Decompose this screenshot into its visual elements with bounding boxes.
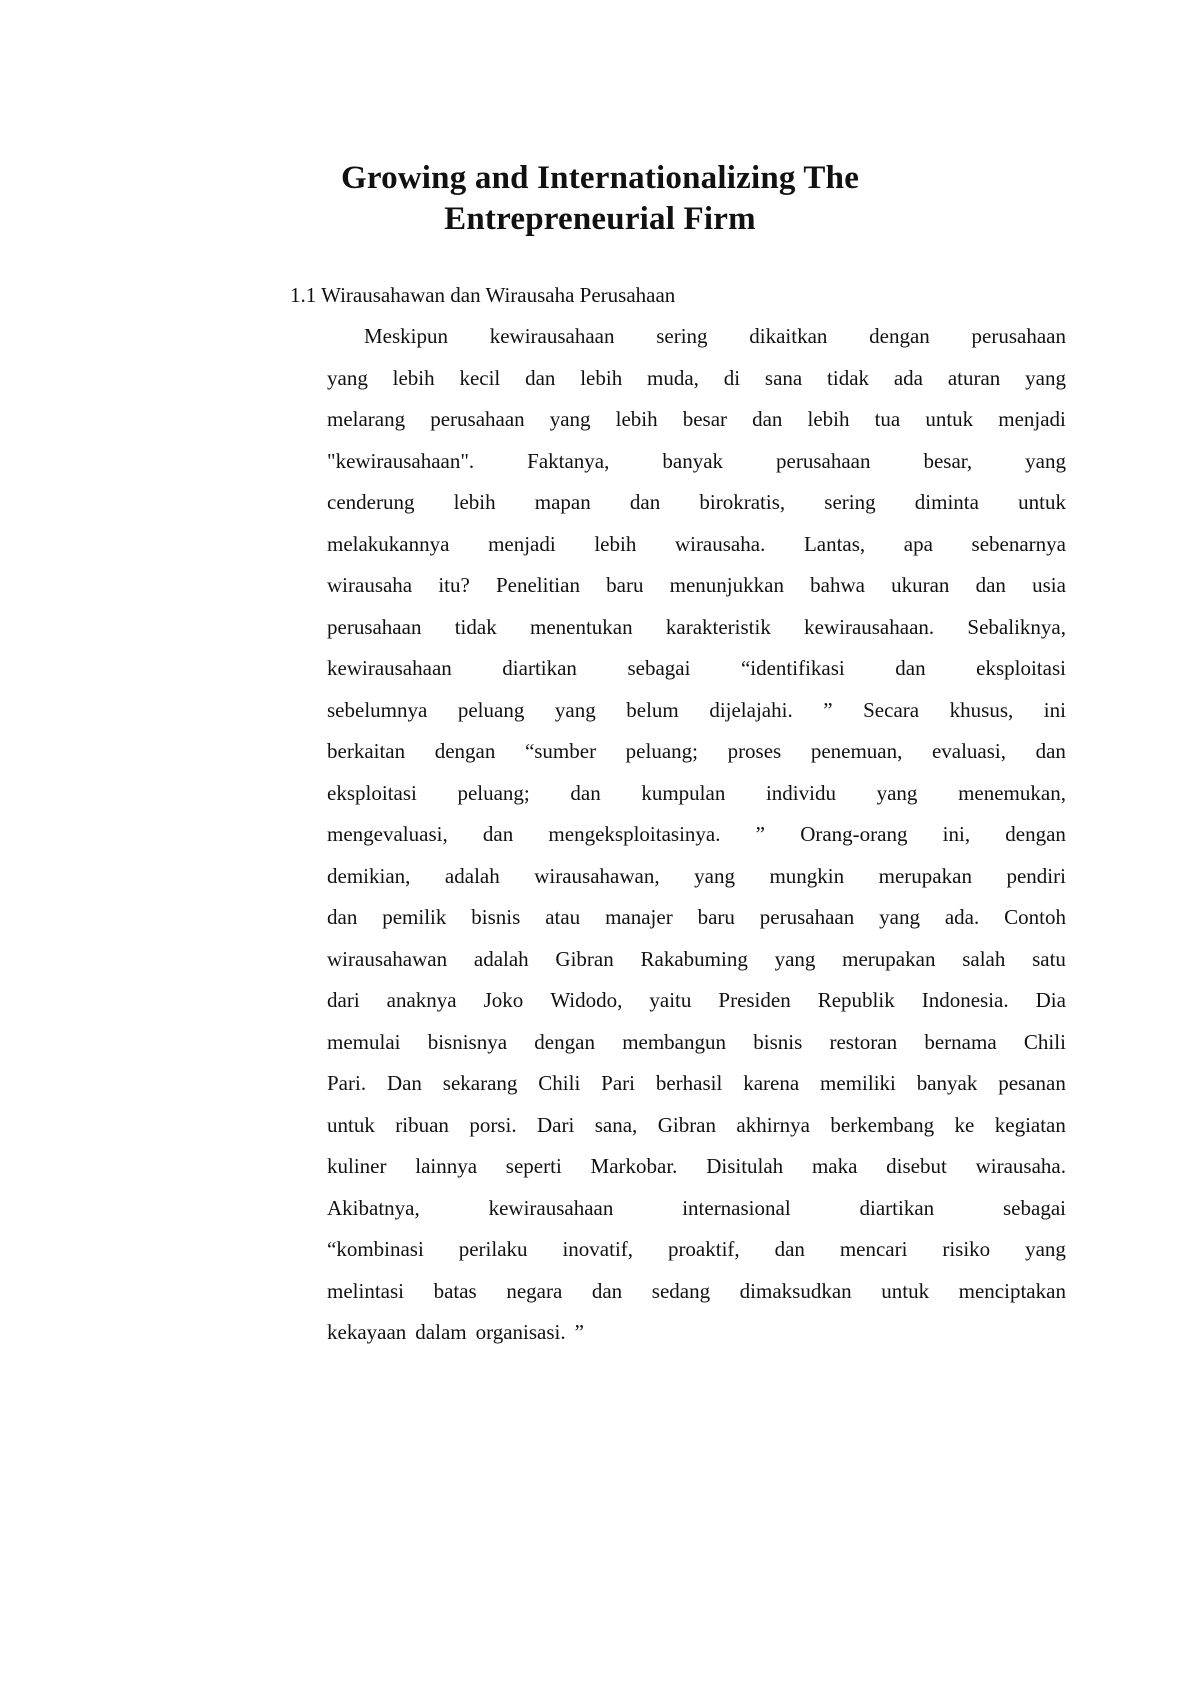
paragraph-word: yaitu <box>649 988 692 1012</box>
paragraph-word: satu <box>1032 946 1066 971</box>
paragraph-word: wirausaha <box>327 573 413 597</box>
paragraph-word: lebih <box>594 531 637 556</box>
paragraph-word: kecil <box>459 365 501 390</box>
paragraph-line <box>327 861 1066 903</box>
paragraph-word: internasional <box>682 1195 791 1220</box>
paragraph-line <box>327 1317 1066 1359</box>
paragraph-line <box>327 902 1066 944</box>
paragraph-word: sebenarnya <box>971 531 1066 556</box>
paragraph-line <box>327 1276 1066 1318</box>
paragraph-word: besar, <box>923 448 973 473</box>
paragraph-word: yang <box>879 905 920 929</box>
paragraph-word: Gibran <box>657 1112 717 1137</box>
paragraph-word: dengan <box>869 324 930 348</box>
paragraph-word: sering <box>656 324 708 348</box>
paragraph-word: batas <box>433 1278 477 1303</box>
paragraph-word: disebut <box>886 1154 947 1178</box>
paragraph-word: dalam <box>415 1320 467 1344</box>
paragraph-word: organisasi. <box>475 1320 566 1344</box>
paragraph-word: lebih <box>453 490 496 514</box>
paragraph-word: dan <box>975 573 1006 597</box>
paragraph-word: diartikan <box>859 1195 935 1220</box>
paragraph-word: lebih <box>807 407 850 431</box>
paragraph-word: aturan <box>947 365 1001 390</box>
paragraph-word: menjadi <box>998 407 1066 431</box>
paragraph-word: Akibatnya, <box>327 1195 420 1220</box>
paragraph-word: Penelitian <box>495 573 580 597</box>
paragraph-word: Lantas, <box>803 531 866 556</box>
paragraph-word: mungkin <box>769 863 845 888</box>
paragraph-word: dari <box>327 988 360 1012</box>
paragraph-word: adalah <box>473 946 529 971</box>
paragraph-word: peluang; <box>625 739 698 763</box>
paragraph-word: dan <box>591 1278 623 1303</box>
paragraph-word: kewirausahaan. <box>804 614 935 639</box>
paragraph-word: seperti <box>505 1154 562 1178</box>
paragraph-word: perilaku <box>458 1237 528 1261</box>
paragraph-word: inovatif, <box>562 1237 634 1261</box>
paragraph-line <box>327 695 1066 737</box>
paragraph-word: dikaitkan <box>749 324 828 348</box>
paragraph-line <box>327 404 1066 446</box>
paragraph-word: kewirausahaan <box>327 656 452 680</box>
paragraph-word: menunjukkan <box>669 573 784 597</box>
paragraph-word: wirausahawan, <box>534 863 660 888</box>
paragraph-line <box>327 778 1066 820</box>
paragraph-word: wirausaha. <box>975 1154 1066 1178</box>
paragraph-word: ada <box>893 365 924 390</box>
paragraph-word: eksploitasi <box>976 656 1066 680</box>
paragraph-word: Orang-orang <box>800 822 908 846</box>
paragraph-word: perusahaan <box>430 407 525 431</box>
paragraph-word: diminta <box>914 490 979 514</box>
paragraph-word: apa <box>903 531 933 556</box>
paragraph-word: sering <box>824 490 876 514</box>
paragraph-word: berkembang <box>830 1112 935 1137</box>
paragraph-word: ada. <box>944 905 980 929</box>
paragraph-word: banyak <box>916 1071 978 1095</box>
paragraph-word: dimaksudkan <box>739 1278 852 1303</box>
paragraph-word: ini <box>1043 697 1066 722</box>
paragraph-word: itu? <box>438 573 470 597</box>
paragraph-word: Sebaliknya, <box>967 614 1066 639</box>
paragraph-word: yang <box>876 780 918 805</box>
paragraph-word: melakukannya <box>327 531 450 556</box>
paragraph-word: dan <box>525 365 556 390</box>
paragraph-line <box>327 1068 1066 1110</box>
paragraph-word: perusahaan <box>759 905 855 929</box>
paragraph-word: peluang <box>457 697 525 722</box>
paragraph-word: bisnis <box>471 905 521 929</box>
paragraph-word: dijelajahi. <box>709 697 793 722</box>
paragraph-word: ” <box>755 822 765 846</box>
paragraph-word: Dari <box>536 1112 575 1137</box>
paragraph-word: Indonesia. <box>921 988 1009 1012</box>
paragraph-word: bisnisnya <box>427 1029 508 1054</box>
paragraph-word: adalah <box>444 863 500 888</box>
paragraph-word: banyak <box>662 448 724 473</box>
paragraph-word: peluang; <box>457 780 530 805</box>
paragraph-word: sebelumnya <box>327 697 428 722</box>
paragraph-word: Secara <box>863 697 920 722</box>
paragraph-word: Widodo, <box>550 988 623 1012</box>
paragraph-word: di <box>723 365 741 390</box>
paragraph-word: pesanan <box>998 1071 1066 1095</box>
section-heading: 1.1 Wirausahawan dan Wirausaha Perusahaan <box>290 283 676 307</box>
paragraph-word: wirausaha. <box>674 531 766 556</box>
paragraph-word: dengan <box>1005 822 1066 846</box>
paragraph-word: Joko <box>483 988 524 1012</box>
paragraph-word: porsi. <box>469 1112 517 1137</box>
paragraph-word: dengan <box>534 1029 595 1054</box>
paragraph-word: dan <box>752 407 783 431</box>
paragraph-word: sebagai <box>1003 1195 1066 1220</box>
paragraph-word: Pari <box>601 1071 635 1095</box>
paragraph-word: baru <box>606 573 644 597</box>
paragraph-word: wirausahawan <box>327 946 448 971</box>
paragraph-word: ” <box>574 1320 584 1344</box>
paragraph-word: yang <box>1025 1237 1066 1261</box>
paragraph-line <box>327 1234 1066 1276</box>
body-paragraph <box>327 321 1066 1359</box>
paragraph-word: untuk <box>1018 490 1066 514</box>
paragraph-word: karakteristik <box>665 614 771 639</box>
paragraph-word: mengeksploitasinya. <box>548 822 721 846</box>
paragraph-word: perusahaan <box>327 614 422 639</box>
paragraph-word: Dia <box>1035 988 1066 1012</box>
paragraph-word: ke <box>954 1112 975 1137</box>
paragraph-word: penemuan, <box>810 739 903 763</box>
paragraph-word: Rakabuming <box>640 946 748 971</box>
paragraph-word: melarang <box>327 407 406 431</box>
paragraph-line <box>327 570 1066 612</box>
paragraph-word: risiko <box>942 1237 991 1261</box>
paragraph-word: melintasi <box>327 1278 404 1303</box>
paragraph-word: maka <box>811 1154 858 1178</box>
paragraph-word: yang <box>1025 365 1066 390</box>
paragraph-word: Meskipun <box>364 324 448 348</box>
paragraph-word: mengevaluasi, <box>327 822 448 846</box>
paragraph-word: restoran <box>829 1029 898 1054</box>
paragraph-word: dan <box>629 490 661 514</box>
paragraph-word: "kewirausahaan". <box>327 448 475 473</box>
paragraph-word: individu <box>765 780 836 805</box>
paragraph-word: sebagai <box>627 656 691 680</box>
paragraph-word: belum <box>626 697 679 722</box>
paragraph-word: “kombinasi <box>327 1237 424 1261</box>
paragraph-line <box>327 363 1066 405</box>
paragraph-word: tidak <box>827 365 870 390</box>
paragraph-word: eksploitasi <box>327 780 417 805</box>
paragraph-word: “sumber <box>524 739 597 763</box>
paragraph-word: manajer <box>605 905 673 929</box>
paragraph-word: ” <box>823 697 833 722</box>
paragraph-word: kekayaan <box>327 1320 407 1344</box>
paragraph-word: dan <box>570 780 601 805</box>
paragraph-word: negara <box>506 1278 563 1303</box>
paragraph-word: proaktif, <box>667 1237 740 1261</box>
paragraph-word: akhirnya <box>736 1112 810 1137</box>
paragraph-word: muda, <box>647 365 699 390</box>
paragraph-word: mapan <box>534 490 591 514</box>
paragraph-word: pemilik <box>382 905 447 929</box>
paragraph-word: sana <box>764 365 803 390</box>
paragraph-word: Gibran <box>555 946 614 971</box>
paragraph-word: birokratis, <box>699 490 786 514</box>
paragraph-word: yang <box>549 407 591 431</box>
paragraph-word: menjadi <box>488 531 556 556</box>
paragraph-word: ukuran <box>891 573 950 597</box>
paragraph-word: dan <box>1035 739 1066 763</box>
paragraph-word: Markobar. <box>590 1154 678 1178</box>
paragraph-word: Chili <box>538 1071 581 1095</box>
paragraph-word: dengan <box>434 739 496 763</box>
paragraph-word: dan <box>774 1237 805 1261</box>
paragraph-word: khusus, <box>949 697 1014 722</box>
paragraph-word: anaknya <box>386 988 457 1012</box>
paragraph-word: dan <box>895 656 926 680</box>
paragraph-word: bahwa <box>810 573 865 597</box>
paragraph-word: mencari <box>839 1237 908 1261</box>
paragraph-word: evaluasi, <box>931 739 1006 763</box>
paragraph-word: dan <box>327 905 358 929</box>
paragraph-word: merupakan <box>878 863 972 888</box>
paragraph-word: Pari. <box>327 1071 367 1095</box>
paragraph-word: kuliner <box>327 1154 387 1178</box>
paragraph-word: Dan <box>386 1071 422 1095</box>
paragraph-word: bernama <box>924 1029 997 1054</box>
paragraph-word: cenderung <box>327 490 415 514</box>
paragraph-line <box>327 487 1066 529</box>
paragraph-word: kewirausahaan <box>489 324 615 348</box>
paragraph-word: untuk <box>881 1278 930 1303</box>
paragraph-word: yang <box>327 365 368 390</box>
paragraph-word: ini, <box>942 822 971 846</box>
paragraph-line <box>327 819 1066 861</box>
document-title-line-2: Entrepreneurial Firm <box>444 201 756 237</box>
paragraph-word: lainnya <box>415 1154 478 1178</box>
paragraph-word: menemukan, <box>958 780 1066 805</box>
paragraph-word: tidak <box>454 614 497 639</box>
paragraph-word: karena <box>743 1071 800 1095</box>
paragraph-word: atau <box>545 905 581 929</box>
paragraph-word: besar <box>682 407 728 431</box>
paragraph-line <box>327 321 1066 363</box>
paragraph-line <box>327 944 1066 986</box>
paragraph-word: Presiden <box>718 988 791 1012</box>
paragraph-word: sedang <box>651 1278 711 1303</box>
paragraph-word: kegiatan <box>994 1112 1066 1137</box>
paragraph-word: berhasil <box>655 1071 723 1095</box>
paragraph-word: pendiri <box>1006 863 1066 888</box>
paragraph-line <box>327 1193 1066 1235</box>
paragraph-word: Contoh <box>1004 905 1066 929</box>
paragraph-line <box>327 446 1066 488</box>
paragraph-word: demikian, <box>327 863 411 888</box>
paragraph-word: salah <box>962 946 1006 971</box>
paragraph-word: perusahaan <box>776 448 871 473</box>
paragraph-word: “identifikasi <box>740 656 845 680</box>
paragraph-word: lebih <box>392 365 435 390</box>
paragraph-word: untuk <box>925 407 974 431</box>
paragraph-word: yang <box>554 697 596 722</box>
paragraph-word: proses <box>727 739 782 763</box>
paragraph-word: untuk <box>327 1112 375 1137</box>
paragraph-line <box>327 1110 1066 1152</box>
paragraph-word: kewirausahaan <box>488 1195 614 1220</box>
paragraph-word: tua <box>874 407 901 431</box>
paragraph-word: sekarang <box>442 1071 518 1095</box>
paragraph-word: yang <box>694 863 735 888</box>
paragraph-word: Faktanya, <box>527 448 610 473</box>
paragraph-word: perusahaan <box>971 324 1066 348</box>
paragraph-word: bisnis <box>753 1029 803 1054</box>
paragraph-line <box>327 736 1066 778</box>
paragraph-word: merupakan <box>842 946 936 971</box>
paragraph-word: usia <box>1032 573 1066 597</box>
paragraph-word: menentukan <box>529 614 633 639</box>
paragraph-line <box>327 529 1066 571</box>
paragraph-word: berkaitan <box>327 739 406 763</box>
paragraph-line <box>327 612 1066 654</box>
paragraph-word: sana, <box>594 1112 638 1137</box>
paragraph-word: membangun <box>622 1029 726 1054</box>
paragraph-word: lebih <box>615 407 658 431</box>
paragraph-word: memiliki <box>820 1071 896 1095</box>
paragraph-word: ribuan <box>395 1112 449 1137</box>
paragraph-word: yang <box>1025 448 1066 473</box>
paragraph-word: menciptakan <box>958 1278 1066 1303</box>
paragraph-line <box>327 1151 1066 1193</box>
paragraph-word: baru <box>697 905 735 929</box>
paragraph-line <box>327 653 1066 695</box>
paragraph-word: Chili <box>1023 1029 1066 1054</box>
paragraph-line <box>327 1027 1066 1069</box>
paragraph-line <box>327 985 1066 1027</box>
document-title-line-1: Growing and Internationalizing The <box>340 160 860 196</box>
paragraph-word: kumpulan <box>641 780 726 805</box>
paragraph-word: lebih <box>580 365 623 390</box>
paragraph-word: Disitulah <box>706 1154 784 1178</box>
paragraph-word: memulai <box>327 1029 401 1054</box>
paragraph-word: diartikan <box>502 656 577 680</box>
paragraph-word: Republik <box>817 988 895 1012</box>
paragraph-word: dan <box>482 822 514 846</box>
paragraph-word: yang <box>774 946 816 971</box>
